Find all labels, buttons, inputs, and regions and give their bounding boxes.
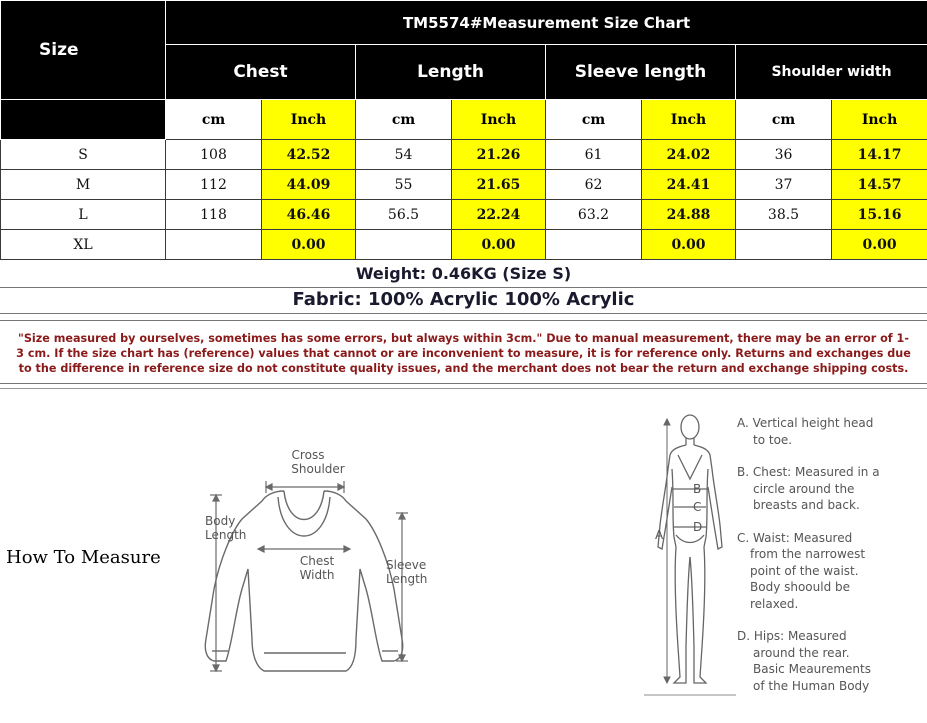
table-cell: 24.88 xyxy=(642,200,736,230)
size-label: XL xyxy=(1,230,166,260)
table-cell: 0.00 xyxy=(262,230,356,260)
unit-row xyxy=(1,100,927,140)
legend-text: breasts and back. xyxy=(753,498,860,512)
table-cell: 42.52 xyxy=(262,140,356,170)
table-row xyxy=(1,200,927,230)
table-cell: 0.00 xyxy=(832,230,927,260)
shoulder-width-header: Shoulder width xyxy=(736,45,927,100)
body-letter-b: B xyxy=(693,482,702,496)
unit-inch: Inch xyxy=(642,100,736,140)
table-cell xyxy=(166,230,262,260)
table-cell xyxy=(736,230,832,260)
legend-text: C. Waist: Measured xyxy=(737,530,853,545)
sleeve-length-header: Sleeve length xyxy=(546,45,736,100)
label-chest: Chest xyxy=(299,554,335,568)
legend-item-c xyxy=(737,530,917,613)
table-cell: 55 xyxy=(356,170,452,200)
fabric-info: Fabric: 100% Acrylic 100% Acrylic xyxy=(0,288,927,314)
unit-inch: Inch xyxy=(262,100,356,140)
table-cell: 22.24 xyxy=(452,200,546,230)
size-label: M xyxy=(1,170,166,200)
legend-text: of the Human Body xyxy=(753,678,870,693)
table-cell: 37 xyxy=(736,170,832,200)
legend-text: D. Hips: Measured xyxy=(737,629,847,643)
table-cell: 0.00 xyxy=(452,230,546,260)
unit-inch: Inch xyxy=(832,100,927,140)
table-cell: 54 xyxy=(356,140,452,170)
body-letter-d: D xyxy=(693,520,703,534)
legend-text: from the narrowest xyxy=(750,547,866,561)
body-letter-c: C xyxy=(693,500,702,514)
table-cell xyxy=(546,230,642,260)
body-letter-a: A xyxy=(655,528,664,542)
size-label: S xyxy=(1,140,166,170)
table-cell: 56.5 xyxy=(356,200,452,230)
legend-item-a xyxy=(737,415,917,448)
table-cell: 15.16 xyxy=(832,200,927,230)
legend-text: to toe. xyxy=(753,432,793,447)
table-cell: 0.00 xyxy=(642,230,736,260)
size-label: L xyxy=(1,200,166,230)
table-cell: 36 xyxy=(736,140,832,170)
measurement-disclaimer: "Size measured by ourselves, sometimes has some errors, but always within 3cm." Due to manual measurement, there may be an error of 1-3 cm. If the size chart has (reference) values that cannot or are inconvenient to measure, it is for reference only. Returns and exchanges due to the difference in reference size do not constitute quality issues, and the merchant does not bear the return and exchange shipping costs. xyxy=(0,320,927,384)
size-header: Size xyxy=(1,1,166,100)
table-cell: 63.2 xyxy=(546,200,642,230)
human-body-diagram xyxy=(640,407,736,702)
legend-text: relaxed. xyxy=(750,596,799,611)
table-cell: 61 xyxy=(546,140,642,170)
label-sleeve: Sleeve xyxy=(386,558,427,572)
label-shoulder: Shoulder xyxy=(291,462,345,476)
table-cell xyxy=(356,230,452,260)
unit-row-spacer xyxy=(1,100,166,140)
unit-cm: cm xyxy=(546,100,642,140)
table-cell: 108 xyxy=(166,140,262,170)
length-header: Length xyxy=(356,45,546,100)
label-chest-width: Width xyxy=(299,568,335,582)
table-cell: 46.46 xyxy=(262,200,356,230)
label-sleeve-length: Length xyxy=(386,572,428,586)
how-to-measure-section xyxy=(0,388,927,723)
legend-text: Basic Meaurements xyxy=(753,662,871,676)
table-cell: 62 xyxy=(546,170,642,200)
weight-info: Weight: 0.46KG (Size S) xyxy=(0,260,927,288)
label-body: Body xyxy=(205,514,236,528)
table-cell: 24.41 xyxy=(642,170,736,200)
legend-item-d xyxy=(737,628,917,694)
size-chart-table xyxy=(0,0,927,260)
unit-inch: Inch xyxy=(452,100,546,140)
unit-cm: cm xyxy=(736,100,832,140)
legend-text: B. Chest: Measured in a xyxy=(737,465,880,479)
chart-title: TM5574#Measurement Size Chart xyxy=(166,1,927,45)
unit-cm: cm xyxy=(166,100,262,140)
legend-text: A. Vertical height head xyxy=(737,416,874,430)
legend-text: around the rear. xyxy=(753,645,850,660)
table-cell: 14.17 xyxy=(832,140,927,170)
sweater-diagram xyxy=(196,439,446,709)
table-cell: 44.09 xyxy=(262,170,356,200)
label-body-length: Length xyxy=(205,528,247,542)
measurement-legend xyxy=(737,415,917,710)
table-cell: 14.57 xyxy=(832,170,927,200)
table-cell: 21.65 xyxy=(452,170,546,200)
table-row xyxy=(1,140,927,170)
table-row xyxy=(1,170,927,200)
table-cell: 112 xyxy=(166,170,262,200)
legend-text: circle around the xyxy=(753,481,855,496)
label-cross: Cross xyxy=(291,448,325,462)
legend-text: point of the waist. xyxy=(750,563,859,578)
table-cell: 21.26 xyxy=(452,140,546,170)
how-to-measure-title: How To Measure xyxy=(6,547,161,568)
table-cell: 118 xyxy=(166,200,262,230)
table-row xyxy=(1,230,927,260)
table-cell: 24.02 xyxy=(642,140,736,170)
table-cell: 38.5 xyxy=(736,200,832,230)
chest-header: Chest xyxy=(166,45,356,100)
unit-cm: cm xyxy=(356,100,452,140)
legend-item-b xyxy=(737,464,917,514)
legend-text: Body shoould be xyxy=(750,580,851,594)
